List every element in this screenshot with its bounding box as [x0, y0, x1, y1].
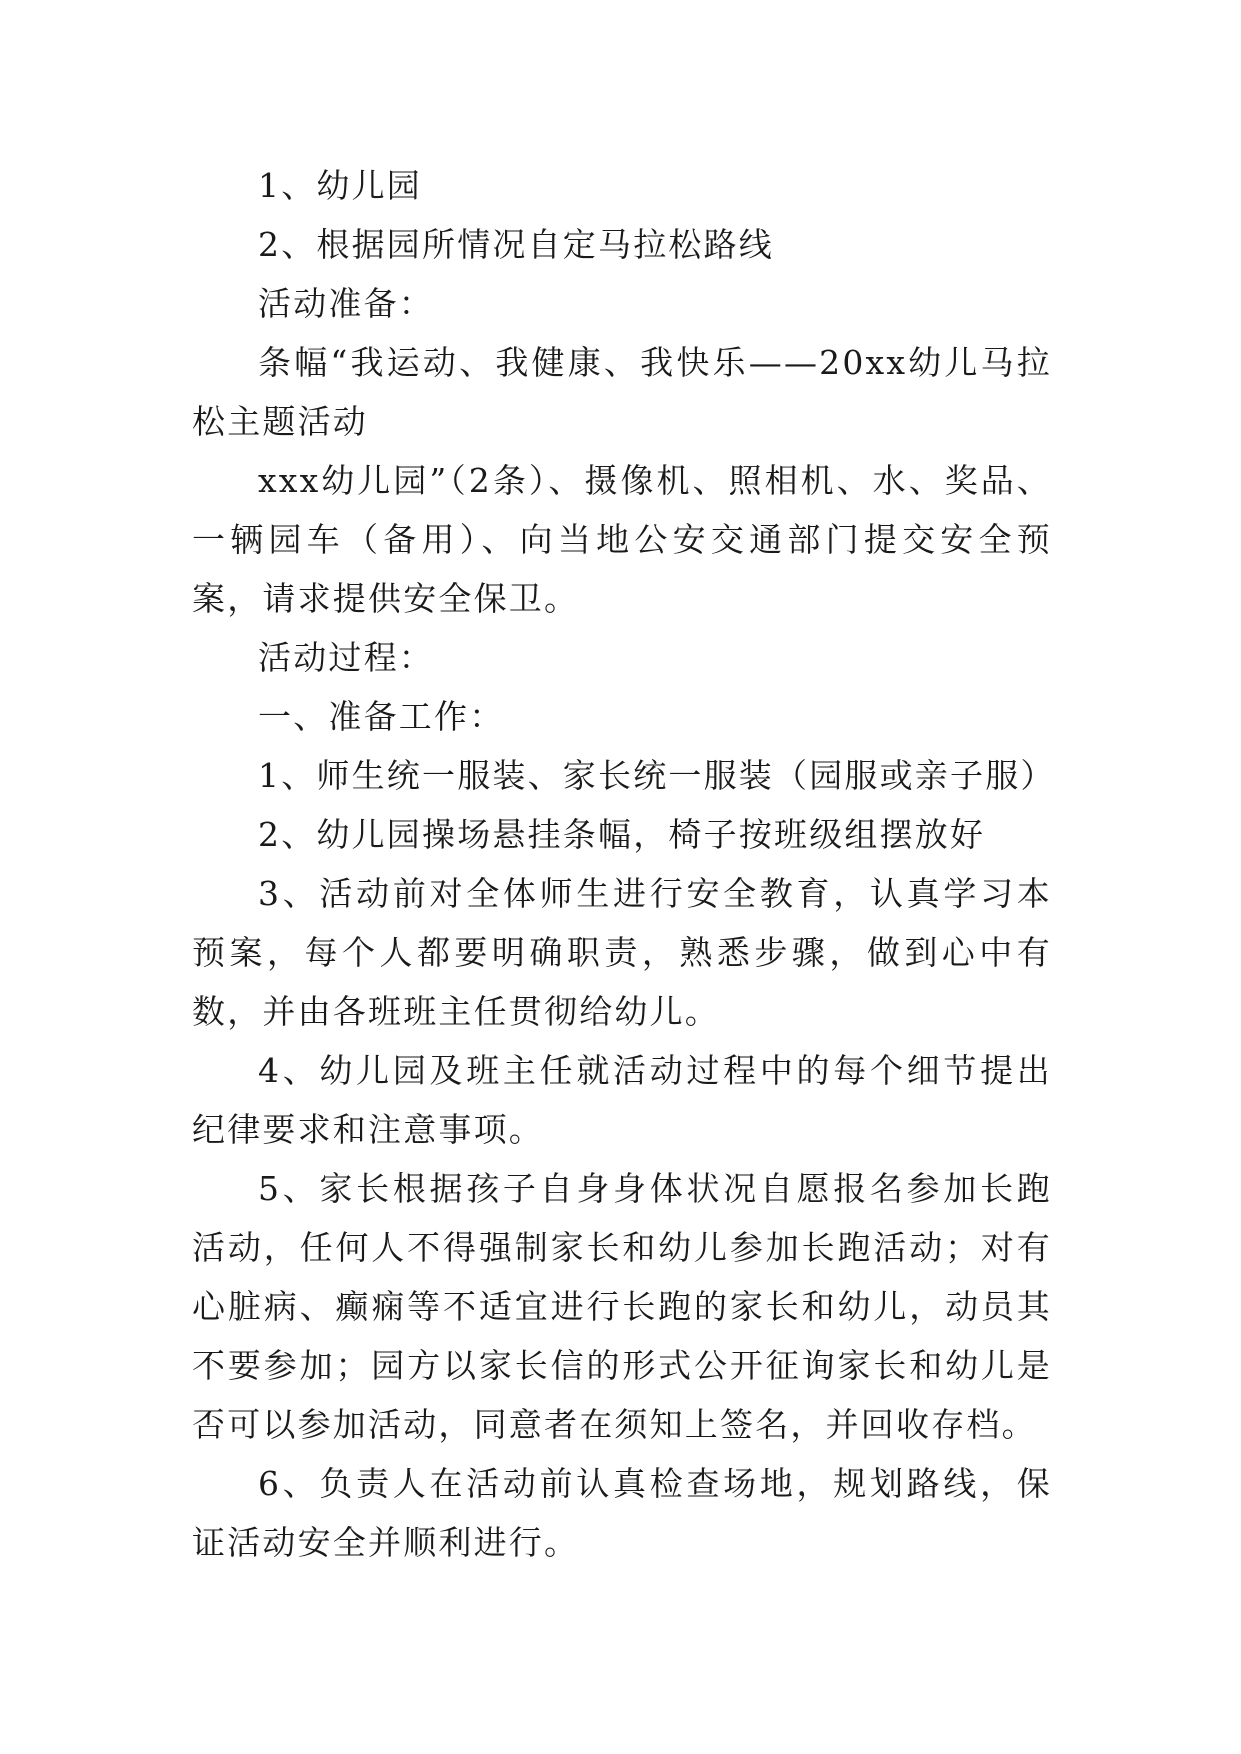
paragraph-materials: xxx幼儿园”（2条）、摄像机、照相机、水、奖品、一辆园车（备用）、向当地公安交通部门提交安全预案，请求提供安全保卫。 [192, 461, 1052, 618]
section-heading-preparation: 活动准备： [258, 284, 434, 323]
paragraph-step-1: 1、师生统一服装、家长统一服装（园服或亲子服） [258, 756, 1056, 795]
paragraph-step-4: 4、幼儿园及班主任就活动过程中的每个细节提出纪律要求和注意事项。 [192, 1051, 1052, 1149]
paragraph-item-1: 1、幼儿园 [258, 166, 422, 205]
document-body [192, 156, 1056, 1572]
paragraph-step-3: 3、活动前对全体师生进行安全教育，认真学习本预案，每个人都要明确职责，熟悉步骤，做到心中有数，并由各班班主任贯彻给幼儿。 [192, 874, 1052, 1031]
paragraph-step-6: 6、负责人在活动前认真检查场地，规划路线，保证活动安全并顺利进行。 [192, 1464, 1052, 1562]
paragraph-step-5: 5、家长根据孩子自身身体状况自愿报名参加长跑活动，任何人不得强制家长和幼儿参加长跑活动；对有心脏病、癫痫等不适宜进行长跑的家长和幼儿，动员其不要参加；园方以家长信的形式公开征询家长和幼儿是否可以参加活动，同意者在须知上签名，并回收存档。 [192, 1169, 1052, 1444]
subheading-preparation-work: 一、准备工作： [258, 697, 505, 736]
section-heading-process: 活动过程： [258, 638, 434, 677]
paragraph-banner: 条幅“我运动、我健康、我快乐——20xx幼儿马拉松主题活动 [192, 343, 1052, 441]
paragraph-step-2: 2、幼儿园操场悬挂条幅，椅子按班级组摆放好 [258, 815, 986, 854]
paragraph-item-2: 2、根据园所情况自定马拉松路线 [258, 225, 774, 264]
